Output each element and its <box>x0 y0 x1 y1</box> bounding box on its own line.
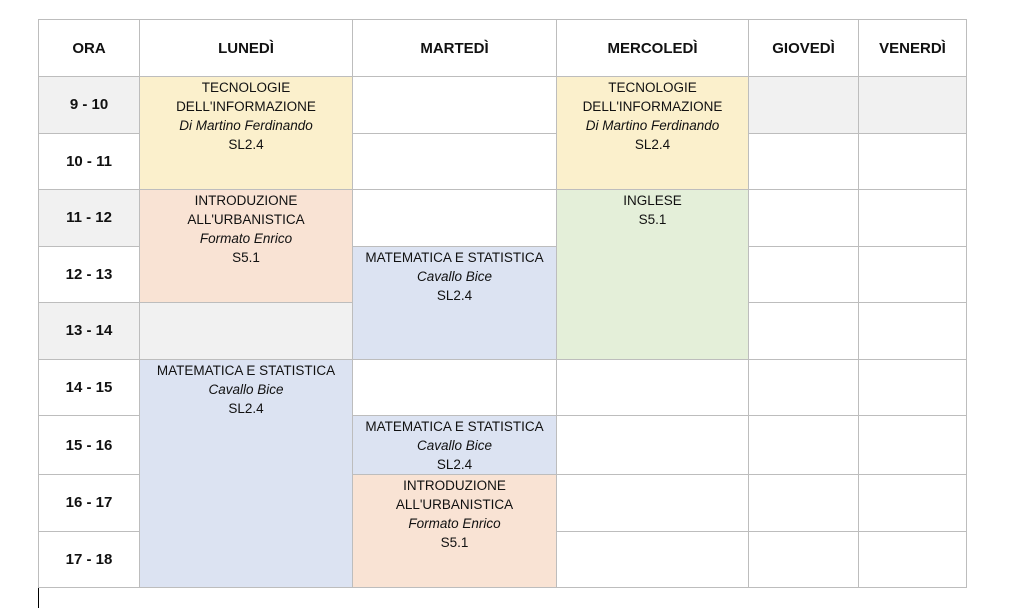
lesson-room: S5.1 <box>638 212 667 227</box>
lesson-title: TECNOLOGIE <box>608 80 697 95</box>
lesson-title: INGLESE <box>623 193 682 208</box>
lesson-cell <box>353 475 557 588</box>
lesson-room: SL2.4 <box>228 400 264 416</box>
header-ora: ORA <box>39 20 140 77</box>
header-row <box>39 20 967 77</box>
lesson-title: TECNOLOGIE <box>201 80 291 95</box>
lesson-room: SL2.4 <box>436 457 473 472</box>
lesson-title: DELL'INFORMAZIONE <box>176 99 316 114</box>
hour-cell: 11 - 12 <box>39 190 140 247</box>
empty-cell <box>749 359 859 416</box>
lesson-cell <box>140 190 353 303</box>
table-row <box>39 359 967 416</box>
lesson-room: SL2.4 <box>634 137 671 152</box>
lesson-title: MATEMATICA E STATISTICA <box>156 362 336 378</box>
empty-cell <box>353 190 557 247</box>
lesson-professor: Cavallo Bice <box>208 381 284 397</box>
lesson-title: ALL'URBANISTICA <box>187 212 305 227</box>
lesson-professor: Formato Enrico <box>408 516 501 531</box>
lesson-cell <box>353 246 557 359</box>
hour-cell: 13 - 14 <box>39 303 140 360</box>
hour-cell: 12 - 13 <box>39 246 140 303</box>
empty-cell <box>749 77 859 134</box>
lesson-professor: Cavallo Bice <box>416 438 493 453</box>
lesson-room: SL2.4 <box>228 137 264 152</box>
lesson-cell <box>557 190 749 360</box>
lesson-title: MATEMATICA E STATISTICA <box>365 249 544 265</box>
lesson-cell <box>140 359 353 588</box>
lesson-title: DELL'INFORMAZIONE <box>582 99 723 114</box>
hour-cell: 14 - 15 <box>39 359 140 416</box>
header-wednesday: MERCOLEDÌ <box>557 20 749 77</box>
empty-cell <box>353 359 557 416</box>
empty-cell <box>749 303 859 360</box>
empty-cell <box>859 246 967 303</box>
empty-cell <box>557 416 749 475</box>
hour-cell: 16 - 17 <box>39 475 140 532</box>
header-thursday: GIOVEDÌ <box>749 20 859 77</box>
lesson-professor: Formato Enrico <box>199 231 293 246</box>
lesson-professor: Di Martino Ferdinando <box>585 118 720 133</box>
lesson-room: S5.1 <box>440 535 469 550</box>
lesson-title: ALL'URBANISTICA <box>395 497 514 512</box>
lesson-title: INTRODUZIONE <box>403 478 506 493</box>
empty-cell <box>557 531 749 588</box>
empty-cell <box>859 475 967 532</box>
header-tuesday: MARTEDÌ <box>353 20 557 77</box>
empty-cell <box>557 359 749 416</box>
lesson-room: SL2.4 <box>436 287 473 303</box>
empty-cell <box>140 303 353 360</box>
empty-cell <box>859 190 967 247</box>
empty-cell <box>859 359 967 416</box>
header-friday: VENERDÌ <box>859 20 967 77</box>
timetable <box>38 19 967 588</box>
empty-cell <box>749 133 859 190</box>
lesson-title: MATEMATICA E STATISTICA <box>365 419 544 434</box>
empty-cell <box>353 77 557 134</box>
header-monday: LUNEDÌ <box>140 20 353 77</box>
empty-cell <box>859 303 967 360</box>
empty-cell <box>749 531 859 588</box>
hour-cell: 10 - 11 <box>39 133 140 190</box>
hour-cell: 17 - 18 <box>39 531 140 588</box>
empty-cell <box>353 133 557 190</box>
empty-cell <box>859 416 967 475</box>
hour-cell: 9 - 10 <box>39 77 140 134</box>
empty-cell <box>859 133 967 190</box>
lesson-professor: Cavallo Bice <box>416 268 493 284</box>
empty-cell <box>749 190 859 247</box>
lesson-professor: Di Martino Ferdinando <box>179 118 313 133</box>
empty-cell <box>557 475 749 532</box>
empty-cell <box>749 246 859 303</box>
empty-cell <box>859 531 967 588</box>
empty-cell <box>749 475 859 532</box>
hour-cell: 15 - 16 <box>39 416 140 475</box>
table-row <box>39 190 967 247</box>
lesson-title: INTRODUZIONE <box>194 193 298 208</box>
empty-cell <box>749 416 859 475</box>
lesson-cell <box>140 77 353 190</box>
lesson-cell <box>353 416 557 475</box>
lesson-cell <box>557 77 749 190</box>
text-cursor[interactable] <box>38 588 39 608</box>
lesson-room: S5.1 <box>232 250 260 265</box>
empty-cell <box>859 77 967 134</box>
table-row <box>39 77 967 134</box>
